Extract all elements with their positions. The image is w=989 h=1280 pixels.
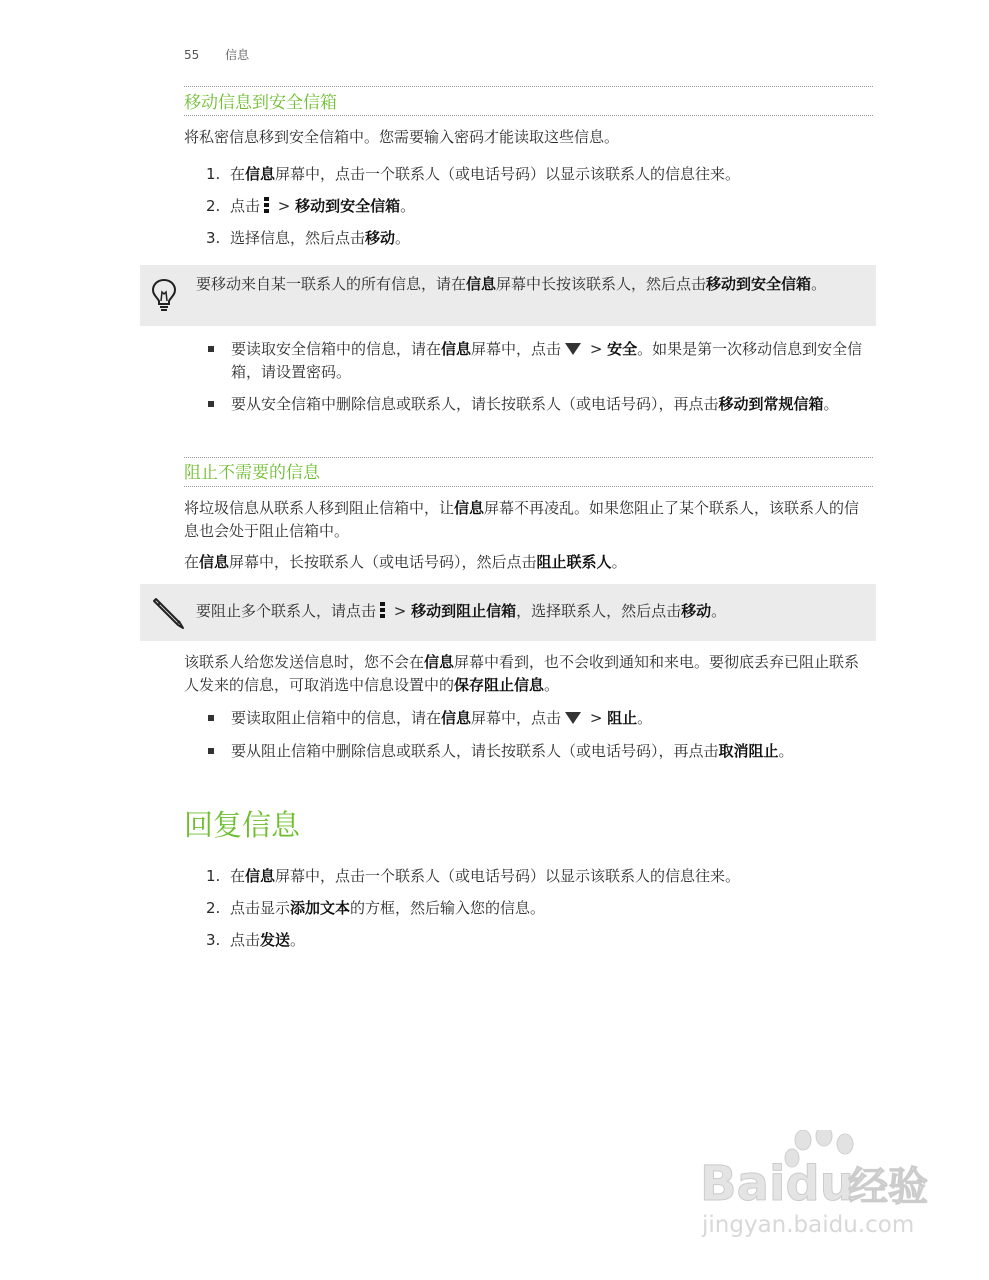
chapter-name: 信息	[225, 48, 250, 62]
section-divider-bottom	[184, 115, 873, 116]
page-header	[184, 46, 271, 63]
svg-text:jingyan.baidu.com: jingyan.baidu.com	[702, 1212, 915, 1238]
lightbulb-icon	[150, 277, 178, 313]
menu-dots-icon	[380, 602, 385, 619]
section-divider-top	[184, 86, 873, 87]
section-intro: 将私密信息移到安全信箱中。您需要输入密码才能读取这些信息。	[184, 128, 620, 146]
block-intro: 将垃圾信息从联系人移到阻止信箱中，让信息屏幕不再凌乱。如果您阻止了某个联系人，该联系人的信息也会处于阻止信箱中。	[184, 499, 860, 540]
pencil-icon	[150, 594, 186, 630]
triangle-down-icon	[565, 712, 581, 724]
svg-text:经验: 经验	[848, 1164, 928, 1210]
svg-text:Baidu: Baidu	[700, 1156, 854, 1212]
section-divider-top	[184, 457, 873, 458]
block-explanation: 该联系人给您发送信息时，您不会在信息屏幕中看到，也不会收到通知和来电。要彻底丢弃已阻止联系人发来的信息，可取消选中信息设置中的保存阻止信息。	[184, 653, 860, 694]
section-title-secure-box: 移动信息到安全信箱	[184, 93, 337, 113]
note-box	[140, 584, 876, 641]
chapter-title-reply: 回复信息	[184, 808, 301, 842]
block-instruction: 在信息屏幕中，长按联系人（或电话号码），然后点击阻止联系人。	[184, 553, 627, 571]
section-title-block: 阻止不需要的信息	[184, 463, 320, 483]
triangle-down-icon	[565, 343, 581, 355]
page-number: 55	[184, 48, 200, 62]
document-page: 55 信息 移动信息到安全信箱 将私密信息移到安全信箱中。您需要输入密码才能读取这些信息。 1. 在信息屏幕中，点击一个联系人（或电话号码）以显示该联系人的信息往来。 2. 点击 > 移动到安全信箱。 3. 选择信息，然后点击移动。 要移动来自某一联系人的所有信息，请在信息屏幕中长按该联系人，然后点击移动到安全信箱。 要读取安全信箱中的信息，请在信息屏幕中，点击 > 安全。如果是第一次移动信息到安全信箱，请设置密码。 要从安全信箱中删除信息或联系人，请长按联系人（或电话号码），再点击移动到常规信箱。 阻止不需要的信息 将垃圾信息从联系人移到阻止信箱中，让信息屏幕不再凌乱。如果您阻止了某个联系人，该联系人的信息也会处于阻止信箱中。 在信息屏幕中，长按联系人（或电话号码），然后点击阻止联系人。 要阻止多个联系人，请点击 > 移动到阻止信箱，选择联系人，然后点击移动。 该联系人给您发送信息时，您不会在信息屏幕中看到，也不会收到通知和来电。要彻底丢弃已阻止联系人发来的信息，可取消选中信息设置中的保存阻止信息。 要读取阻止信箱中的信息，请在信息屏幕中，点击 > 阻止。 要从阻止信箱中删除信息或联系人，请长按联系人（或电话号码），再点击取消阻止。 回复信息 1. 在信息屏幕中，点击一个联系人（或电话号码）以显示该联系人的信息往来。 2. 点击显示添加文本的方框，然后输入您的信息。 3. 点击发送。 Baidu 经验 jingyan.baidu.com	[0, 0, 989, 1280]
note-text: 要阻止多个联系人，请点击 > 移动到阻止信箱，选择联系人，然后点击移动。	[196, 602, 727, 620]
baidu-watermark	[700, 1130, 940, 1240]
section-divider-bottom	[184, 486, 873, 487]
tip-text: 要移动来自某一联系人的所有信息，请在信息屏幕中长按该联系人，然后点击移动到安全信箱。	[196, 275, 827, 293]
tip-box	[140, 265, 876, 326]
menu-dots-icon	[264, 197, 269, 214]
